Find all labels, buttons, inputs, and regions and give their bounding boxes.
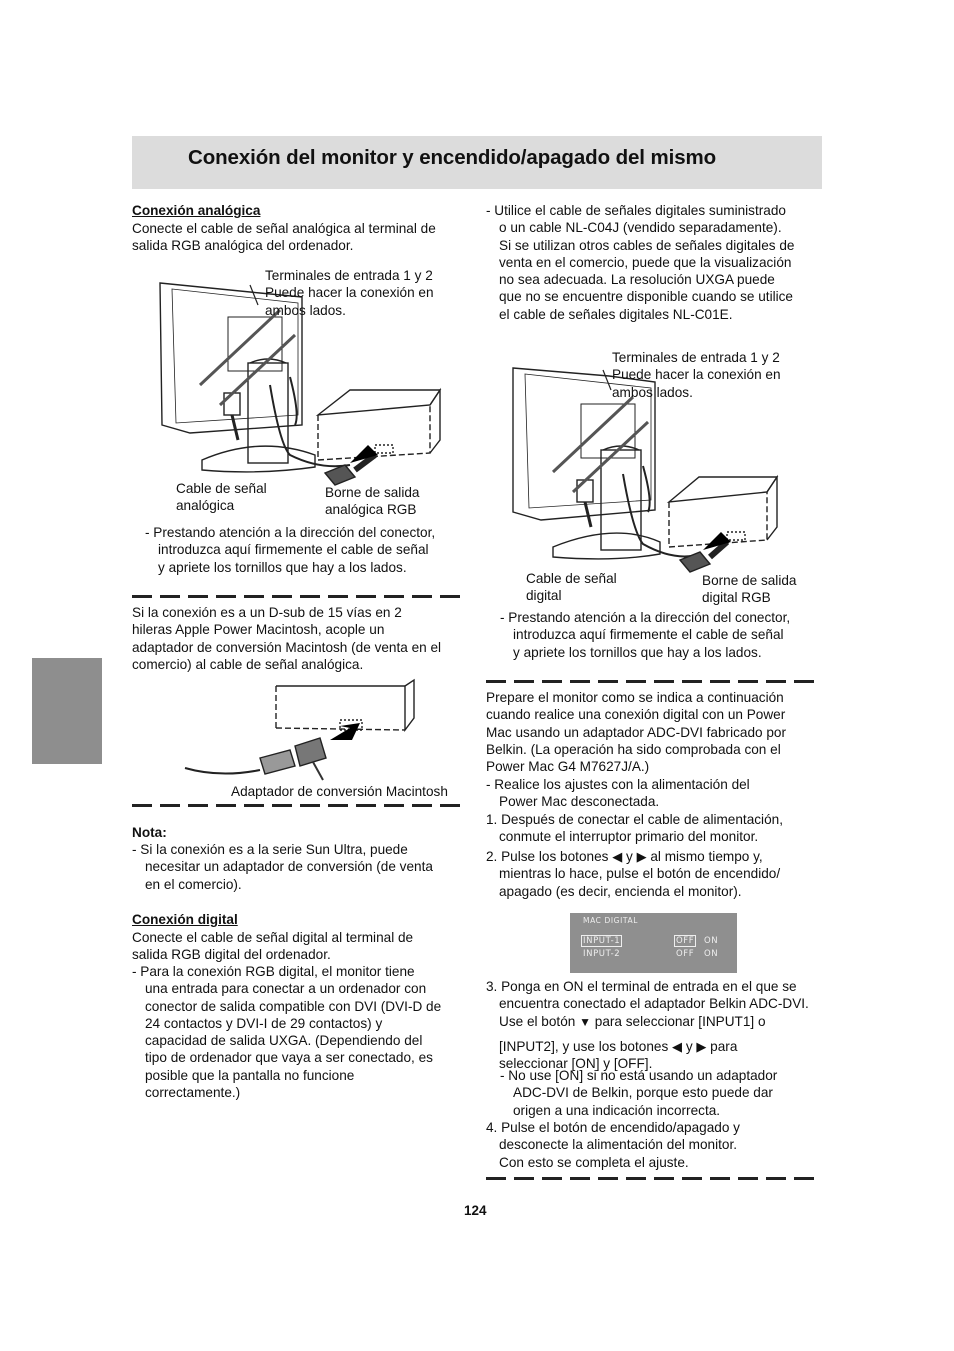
digital-bullet-line: 24 contactos y DVI-I de 29 contactos) y	[145, 1015, 383, 1031]
fig3-port-label	[702, 572, 796, 607]
page-number: 124	[464, 1203, 487, 1218]
step-3-text: Use el botón	[499, 1013, 576, 1029]
step-2-line: apagado (es decir, encienda el monitor).	[499, 883, 742, 899]
cable-bullet-line: el cable de señales digitales NL-C01E.	[499, 306, 733, 322]
step-pre-line: Power Mac desconectada.	[499, 794, 660, 810]
digital-intro-line: salida RGB digital del ordenador.	[132, 947, 331, 963]
digital-note-line: y apriete los tornillos que hay a los lados.	[513, 644, 762, 660]
fig1-terminals-label	[265, 267, 434, 319]
step-3-note-line: origen a una indicación incorrecta.	[513, 1102, 721, 1118]
analog-note-line: - Prestando atención a la dirección del conector,	[145, 525, 436, 540]
step-4-line: 4. Pulse el botón de encendido/apagado y	[486, 1120, 740, 1135]
cable-bullet-line: no sea adecuada. La resolución UXGA puede	[499, 272, 775, 288]
digital-note-line: - Prestando atención a la dirección del conector,	[500, 610, 791, 625]
digital-heading: Conexión digital	[132, 912, 238, 927]
cable-bullet-line: o un cable NL-C04J (vendido separadamente).	[499, 220, 782, 236]
step-3-note-line: - No use [ON] si no está usando un adaptador	[500, 1068, 778, 1083]
analog-intro-line: salida RGB analógica del ordenador.	[132, 238, 354, 254]
cable-bullet-line: que no se encuentre disponible cuando se utilice	[499, 289, 793, 305]
step-3-note	[500, 1067, 777, 1119]
analog-intro-line: Conecte el cable de señal analógica al terminal de	[132, 221, 436, 236]
cable-bullet-line: venta en el comercio, puede que la visualización	[499, 254, 792, 270]
digital-note-line: introduzca aquí firmemente el cable de señal	[513, 627, 784, 643]
digital-note	[500, 609, 790, 661]
nota-heading: Nota:	[132, 825, 167, 840]
mac-paragraph-line: comercio) al cable de señal analógica.	[132, 656, 364, 672]
dashed-divider	[132, 595, 468, 598]
osd-input1-label: INPUT-1	[583, 936, 621, 946]
cable-bullet	[486, 202, 794, 323]
osd-input2-off: OFF	[676, 949, 695, 959]
fig3-port-label-line: Borne de salida	[702, 573, 797, 588]
dashed-divider	[486, 680, 822, 683]
nota-line: necesitar un adaptador de conversión (de venta	[145, 859, 433, 875]
cable-bullet-line: - Utilice el cable de señales digitales suministrado	[486, 203, 786, 218]
digital-bullet	[132, 963, 441, 1101]
nota-body	[132, 841, 433, 893]
mac-intro-line: Power Mac G4 M7627J/A.)	[486, 759, 650, 775]
dashed-divider	[132, 804, 468, 807]
analog-intro	[132, 220, 436, 255]
mac-paragraph	[132, 604, 441, 673]
fig1-cable-label-line: analógica	[176, 498, 235, 514]
step-2-text-a: 2. Pulse los botones	[486, 849, 609, 864]
down-arrow-icon: ▼	[579, 1014, 591, 1029]
step-3-text: para seleccionar [INPUT1] o	[594, 1013, 766, 1029]
step-1-line: 1. Después de conectar el cable de alimentación,	[486, 812, 783, 827]
osd-input1-off: OFF	[676, 936, 695, 946]
step-2	[486, 848, 780, 900]
digital-bullet-line: capacidad de salida UXGA. (Dependiendo del	[145, 1033, 423, 1049]
step-3-text: [INPUT2], y use los botones	[499, 1038, 669, 1054]
digital-intro-line: Conecte el cable de señal digital al terminal de	[132, 930, 414, 945]
mac-paragraph-line: hileras Apple Power Macintosh, acople un	[132, 622, 385, 638]
nota-line: - Si la conexión es a la serie Sun Ultra, puede	[132, 842, 408, 857]
section-side-tab	[32, 658, 102, 764]
step-3-line: seleccionar [ON] y [OFF].	[499, 1056, 653, 1072]
fig1-cable-label	[176, 480, 267, 515]
step-3-text: y	[685, 1038, 693, 1054]
mac-intro	[486, 689, 786, 775]
fig1-port-label	[325, 484, 419, 519]
fig3-terminals-label-line: Puede hacer la conexión en	[612, 367, 781, 383]
digital-bullet-line: tipo de ordenador que vaya a ser conectado, es	[145, 1050, 433, 1066]
step-3-line-buttons	[486, 1038, 809, 1055]
step-3-line: 3. Ponga en ON el terminal de entrada en el que se	[486, 979, 797, 994]
step-3-line: encuentra conectado el adaptador Belkin ADC-DVI.	[499, 996, 809, 1012]
dashed-divider	[486, 1177, 822, 1180]
analog-note	[145, 524, 435, 576]
fig1-port-label-line: analógica RGB	[325, 502, 417, 518]
mac-intro-line: Prepare el monitor como se indica a continuación	[486, 690, 784, 705]
fig3-terminals-label	[612, 349, 781, 401]
fig3-cable-label	[526, 570, 617, 605]
step-2-line: mientras lo hace, pulse el botón de encendido/	[499, 866, 781, 882]
step-1	[486, 811, 783, 846]
step-2-text-b: y	[626, 849, 633, 864]
right-arrow-icon: ▶	[696, 1038, 707, 1054]
fig3-terminals-label-line: Terminales de entrada 1 y 2	[612, 350, 780, 365]
digital-bullet-line: correctamente.)	[145, 1085, 241, 1101]
mac-paragraph-line: Si la conexión es a un D-sub de 15 vías en 2	[132, 605, 402, 620]
osd-input2-on: ON	[704, 949, 719, 959]
fig1-port-label-line: Borne de salida	[325, 485, 420, 500]
osd-menu-screenshot	[570, 913, 737, 973]
step-4-line: Con esto se completa el ajuste.	[499, 1154, 689, 1170]
step-3-line-select	[486, 1013, 809, 1031]
analog-heading: Conexión analógica	[132, 203, 261, 218]
step-4-line: desconecte la alimentación del monitor.	[499, 1137, 738, 1153]
step-3-text: para	[710, 1038, 738, 1054]
cable-bullet-line: Si se utilizan otros cables de señales digitales de	[499, 237, 795, 253]
osd-title: MAC DIGITAL	[583, 916, 639, 925]
digital-bullet-line: - Para la conexión RGB digital, el monitor tiene	[132, 964, 415, 979]
mac-intro-line: Mac usando un adaptador ADC-DVI fabricado por	[486, 724, 786, 740]
osd-input1-on: ON	[704, 936, 719, 946]
osd-input2-label: INPUT-2	[583, 949, 621, 959]
left-arrow-icon: ◀	[612, 849, 623, 864]
digital-intro	[132, 929, 413, 964]
mac-paragraph-line: adaptador de conversión Macintosh (de venta en el	[132, 639, 442, 655]
step-pre	[486, 776, 750, 811]
analog-note-line: y apriete los tornillos que hay a los lados.	[158, 559, 407, 575]
fig3-port-label-line: digital RGB	[702, 590, 771, 606]
fig1-terminals-label-line: Terminales de entrada 1 y 2	[265, 268, 433, 283]
step-pre-line: - Realice los ajustes con la alimentación del	[486, 777, 750, 792]
step-4	[486, 1119, 740, 1171]
mac-intro-line: cuando realice una conexión digital con un Power	[486, 707, 786, 723]
nota-line: en el comercio).	[145, 876, 242, 892]
fig2-adapter-label: Adaptador de conversión Macintosh	[231, 784, 448, 799]
step-1-line: conmute el interruptor primario del monitor.	[499, 829, 759, 845]
fig3-cable-label-line: digital	[526, 588, 562, 604]
fig1-terminals-label-line: Puede hacer la conexión en	[265, 285, 434, 301]
left-arrow-icon: ◀	[672, 1038, 683, 1054]
digital-bullet-line: posible que la pantalla no funcione	[145, 1067, 355, 1083]
step-3-note-line: ADC-DVI de Belkin, porque esto puede dar	[513, 1085, 773, 1101]
step-3	[486, 978, 809, 1072]
fig1-terminals-label-line: ambos lados.	[265, 302, 346, 318]
page-title: Conexión del monitor y encendido/apagado del mismo	[188, 146, 717, 169]
mac-adapter-figure	[180, 678, 420, 783]
step-2-first-line	[486, 848, 780, 865]
fig3-terminals-label-line: ambos lados.	[612, 384, 693, 400]
digital-bullet-line: una entrada para conectar a un ordenador con	[145, 981, 427, 997]
right-arrow-icon: ▶	[636, 849, 647, 864]
digital-bullet-line: conector de salida compatible con DVI (DVI-D de	[145, 998, 442, 1014]
fig3-cable-label-line: Cable de señal	[526, 571, 617, 586]
fig1-cable-label-line: Cable de señal	[176, 481, 267, 496]
analog-note-line: introduzca aquí firmemente el cable de señal	[158, 542, 429, 558]
mac-intro-line: Belkin. (La operación ha sido comprobada con el	[486, 741, 781, 757]
step-2-text-c: al mismo tiempo y,	[650, 849, 763, 864]
